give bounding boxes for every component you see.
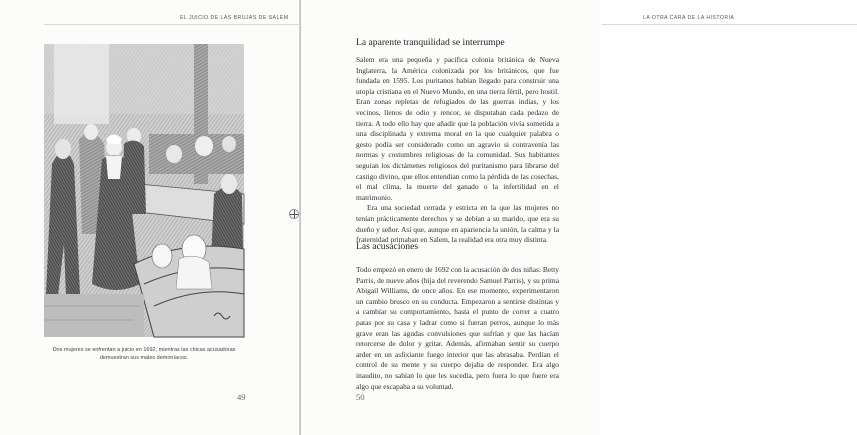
body-paragraph: Todo empezó en enero de 1692 con la acusación de dos niñas: Betty Parris, de nueve años (hija del reverendo Samuel Parris), y su prima Abigail Williams, de once años. En ese momento, experimentaron un cambio brusco en su conducta. Empezaron a sentirse distintas y a cambiar su comportamiento, hasta el punto de correr a cuatro patas por su casa y ladrar como si fueran perros, aunque lo más grave eran las agudas convulsiones que sufrían y que las hacían retorcerse de dolor y gritar. Además, afirmaban sentir su cuerpo arder en un asfixiante fuego interior que las abrasaba. Perdían el control de su mente y su cuerpo dejaba de responder. Era algo inaudito, no sabían lo que les sucedía, pero fuera lo que fuere era algo que escapaba a su voluntad.: [356, 265, 559, 391]
illustration-caption: Dos mujeres se enfrentan a juicio en 1692, mientras las chicas acusadoras demuestran sus males demoníacos.: [52, 347, 236, 362]
body-paragraph: Salem era una pequeña y pacífica colonia británica de Nueva Inglaterra, la América colonizada por los británicos, que fue fundada en 1595. Los puritanos habían llegado para construir una utopía cristiana en el Nuevo Mundo, en una tierra fértil, pero hostil. Eran zonas repletas de refugiados de las guerras indias, y los vecinos, llenos de odio y rencor, se disputaban cada pedazo de tierra. A todo ello hay que añadir que la población vivía sometida a una disciplinada y extrema moral en la que cualquier palabra o gesto podía ser considerado como un agravio si contravenía las normas y costumbres religiosas de la comunidad. Sus habitantes seguían los dictámenes religiosos del puritanismo para librarse del castigo divino, que ellos entendían como la pérdida de las cosechas, el mal clima, la muerte del ganado o la infertilidad en el matrimonio.: [356, 55, 559, 202]
section-title: La aparente tranquilidad se interrumpe: [356, 37, 505, 48]
body-paragraph: Era una sociedad cerrada y estricta en la que las mujeres no tenían prácticamente derechos y se debían a su marido, que era su dueño y señor. Así que, aunque en apariencia la unión, la calma y la fraternidad primaban en Salem, la realidad era otra muy distinta.: [356, 203, 559, 245]
section-body: [356, 265, 559, 392]
page-number-right: 50: [356, 392, 365, 402]
page-number-left: 49: [237, 392, 246, 402]
engraving-illustration: [44, 44, 244, 337]
running-head-rule: [44, 24, 300, 25]
running-head-rule: [602, 24, 857, 25]
section-body: [356, 55, 559, 246]
running-head-right: LA OTRA CARA DE LA HISTORIA: [643, 15, 735, 21]
left-page: [0, 0, 300, 435]
running-head-left: EL JUICIO DE LAS BRUJAS DE SALEM: [180, 15, 289, 21]
crosshair-icon: [289, 209, 299, 219]
section-title: Las acusaciones: [356, 241, 419, 252]
